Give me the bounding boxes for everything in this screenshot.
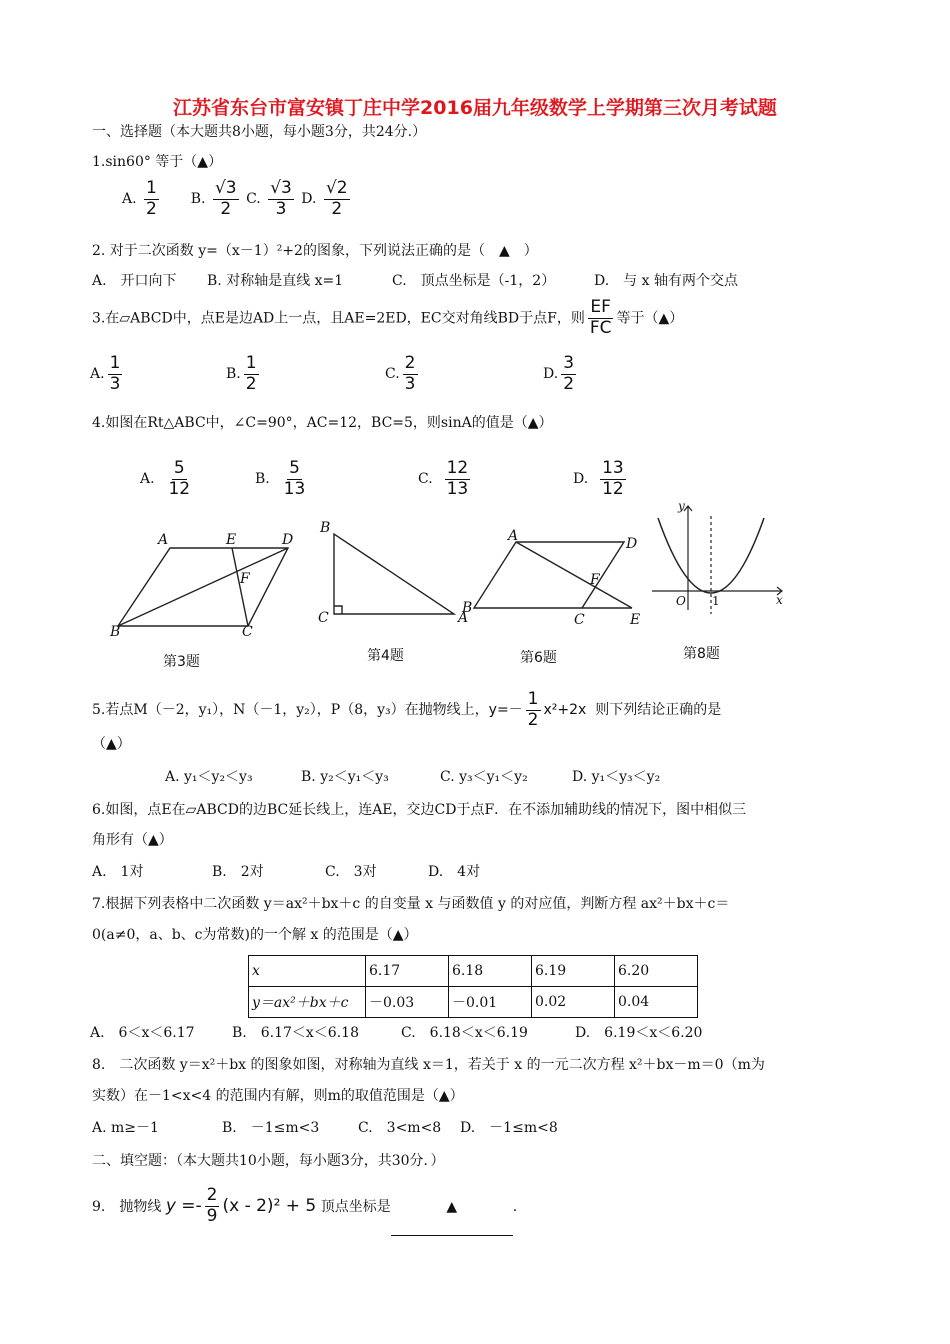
- table-cell: 0.04: [615, 987, 698, 1018]
- question-2-option-a: A. 开口向下: [92, 273, 177, 289]
- question-6-line-2: 角形有（▲）: [92, 832, 173, 848]
- q8-option-a: A. m≥－1: [92, 1120, 159, 1136]
- q3-option-c: C. $\frac{2}{3}$: [385, 353, 416, 394]
- figure-8-caption: 第8题: [683, 646, 720, 662]
- q6-option-c: C. 3对: [325, 864, 377, 880]
- question-2-option-c: C. 顶点坐标是（-1，2）: [392, 273, 556, 289]
- fig6-label-e: E: [630, 612, 641, 628]
- fig4-label-a: A: [458, 610, 469, 626]
- q7-option-b: B. 6.17＜x＜6.18: [232, 1025, 359, 1041]
- q4-option-b: B. $\frac{5}{13}$: [255, 458, 306, 499]
- table-cell: y＝ax²＋bx＋c: [249, 987, 366, 1018]
- figure-6-caption: 第6题: [520, 650, 557, 666]
- section-heading-choice: 一、选择题（本大题共8小题，每小题3分，共24分.）: [92, 124, 427, 140]
- table-cell: 6.17: [366, 956, 449, 987]
- fig3-label-f: F: [240, 571, 250, 587]
- fig8-label-y: y: [678, 499, 685, 513]
- table-row: [249, 987, 698, 1018]
- fig6-parallelogram-shape: [474, 542, 624, 608]
- q1-option-a-fraction: $\frac{1}{2}$: [146, 178, 157, 219]
- q1-option-d-label: D.: [301, 191, 317, 208]
- fig4-label-b: B: [320, 520, 331, 536]
- q7-value-table: [248, 955, 698, 1018]
- q1-option-c-fraction: $\frac{√3}{3}$: [270, 178, 292, 219]
- q3-option-a: A. $\frac{1}{3}$: [90, 353, 121, 394]
- fig8-label-x: x: [776, 593, 783, 607]
- q5-option-d: D. y₁＜y₃＜y₂: [572, 769, 661, 785]
- q9-suffix: 顶点坐标是: [320, 1199, 391, 1215]
- question-9-stem: [92, 1178, 517, 1236]
- q6-option-d: D. 4对: [428, 864, 481, 880]
- fig3-label-b: B: [110, 624, 121, 640]
- q3-stem-part-a: 3.在▱ABCD中，点E是边AD上一点，且AE=2ED，EC交对角线BD于点F，则: [92, 310, 585, 327]
- figure-8-parabola-graph: [648, 498, 788, 616]
- fig3-label-e: E: [226, 532, 237, 548]
- q7-option-a: A. 6＜x＜6.17: [90, 1025, 195, 1041]
- q8-option-b: B. －1≤m<3: [222, 1120, 320, 1136]
- q3-ratio-fraction: $\frac{EF}{FC}$: [589, 297, 612, 338]
- fig6-label-c: C: [574, 612, 585, 628]
- question-6-line-1: 6.如图，点E在▱ABCD的边BC延长线上，连AE，交边CD于点F．在不添加辅助线的情况下，图中相似三: [92, 802, 747, 818]
- question-5-stem: [92, 690, 721, 730]
- q4-option-c: C. $\frac{12}{13}$: [418, 458, 469, 499]
- section-heading-fill-in: 二、填空题：（本大题共10小题，每小题3分，共30分．）: [92, 1153, 445, 1169]
- q9-answer-blank: ▲: [391, 1179, 513, 1236]
- fig4-right-angle-mark: [334, 606, 342, 614]
- question-2-option-b: B. 对称轴是直线 x=1: [207, 273, 344, 289]
- q5-formula: y=－ $\frac{1}{2}$ x²+2x: [488, 688, 587, 730]
- fig4-label-c: C: [318, 610, 329, 626]
- question-4-stem: 4.如图在Rt△ABC中，∠C=90°，AC=12，BC=5，则sinA的值是（▲）: [92, 415, 553, 431]
- question-7-line-1: 7.根据下列表格中二次函数 y＝ax²＋bx＋c 的自变量 x 与函数值 y 的对应值，判断方程 ax²＋bx＋c＝: [92, 896, 730, 912]
- page-title: 江苏省东台市富安镇丁庄中学2016届九年级数学上学期第三次月考试题: [173, 97, 777, 119]
- fig3-label-d: D: [282, 532, 294, 548]
- q1-option-c-label: C.: [246, 191, 261, 208]
- q3-stem-part-b: 等于（▲）: [616, 310, 684, 327]
- fig6-label-d: D: [626, 536, 638, 552]
- q5-option-b: B. y₂＜y₁＜y₃: [301, 769, 389, 785]
- q9-formula: y =- $\frac{2}{9}$ (x - 2)² + 5: [165, 1184, 317, 1226]
- q4-option-d: D. $\frac{13}{12}$: [573, 458, 624, 499]
- q9-prefix: 9. 抛物线: [92, 1199, 162, 1215]
- table-row: [249, 956, 698, 987]
- q5-stem-answer-mark: （▲）: [92, 736, 131, 752]
- question-2-option-d: D. 与 x 轴有两个交点: [594, 273, 738, 289]
- q1-option-b-label: B.: [190, 191, 206, 208]
- question-1-options: [122, 180, 353, 219]
- fig3-label-a: A: [158, 532, 169, 548]
- fig3-label-c: C: [242, 624, 253, 640]
- table-cell: 6.19: [532, 956, 615, 987]
- fig3-segment-ec: [232, 548, 248, 626]
- q5-stem-part-b: 则下列结论正确的是: [595, 702, 722, 718]
- q6-option-b: B. 2对: [212, 864, 264, 880]
- question-3-stem: [92, 299, 683, 338]
- fig4-triangle-shape: [334, 534, 454, 614]
- fig6-label-f: F: [590, 572, 600, 588]
- question-8-line-1: 8. 二次函数 y＝x²＋bx 的图象如图，对称轴为直线 x＝1，若关于 x 的一元二次方程 x²＋bx－m＝0（m为: [92, 1057, 765, 1073]
- fig8-label-1: 1: [712, 594, 720, 608]
- question-2-stem: 2. 对于二次函数 y=（x－1）²+2的图象，下列说法正确的是（ ▲ ）: [92, 243, 538, 259]
- question-8-line-2: 实数）在－1<x<4 的范围内有解，则m的取值范围是（▲）: [92, 1088, 464, 1104]
- q9-end: .: [512, 1199, 518, 1215]
- question-1-stem: 1.sin60° 等于（▲）: [92, 154, 223, 170]
- fig6-label-a: A: [508, 528, 519, 544]
- table-cell: 0.02: [532, 987, 615, 1018]
- question-7-line-2: 0(a≠0，a、b、c为常数)的一个解 x 的范围是（▲）: [92, 927, 418, 943]
- table-cell: 6.18: [449, 956, 532, 987]
- q8-option-c: C. 3<m<8: [358, 1120, 442, 1136]
- table-cell: 6.20: [615, 956, 698, 987]
- table-cell: －0.03: [366, 987, 449, 1018]
- q5-stem-part-a: 5.若点M（－2，y₁），N（－1，y₂），P（8，y₃）在抛物线上，: [92, 702, 489, 718]
- figure-4-right-triangle: [312, 518, 472, 630]
- q3-option-b: B. $\frac{1}{2}$: [226, 353, 257, 394]
- q5-option-c: C. y₃＜y₁＜y₂: [440, 769, 528, 785]
- q8-option-d: D. －1≤m<8: [460, 1120, 558, 1136]
- fig6-label-b: B: [462, 600, 473, 616]
- fig6-segment-ae: [516, 542, 632, 608]
- q6-option-a: A. 1对: [92, 864, 144, 880]
- figure-4-caption: 第4题: [367, 648, 404, 664]
- q7-option-d: D. 6.19＜x＜6.20: [575, 1025, 703, 1041]
- q3-option-d: D. $\frac{3}{2}$: [543, 353, 575, 394]
- fig8-label-o: O: [676, 594, 686, 608]
- q4-option-a: A. $\frac{5}{12}$: [140, 458, 191, 499]
- table-cell: x: [249, 956, 366, 987]
- figure-3-parallelogram: [108, 528, 308, 640]
- figure-6-parallelogram: [460, 528, 650, 630]
- figure-3-caption: 第3题: [163, 654, 200, 670]
- q5-option-a: A. y₁＜y₂＜y₃: [165, 769, 253, 785]
- q1-option-a-label: A.: [122, 191, 137, 208]
- q7-option-c: C. 6.18＜x＜6.19: [401, 1025, 528, 1041]
- q1-option-b-fraction: $\frac{√3}{2}$: [214, 178, 237, 219]
- q1-option-d-fraction: $\frac{√2}{2}$: [325, 178, 348, 219]
- table-cell: －0.01: [449, 987, 532, 1018]
